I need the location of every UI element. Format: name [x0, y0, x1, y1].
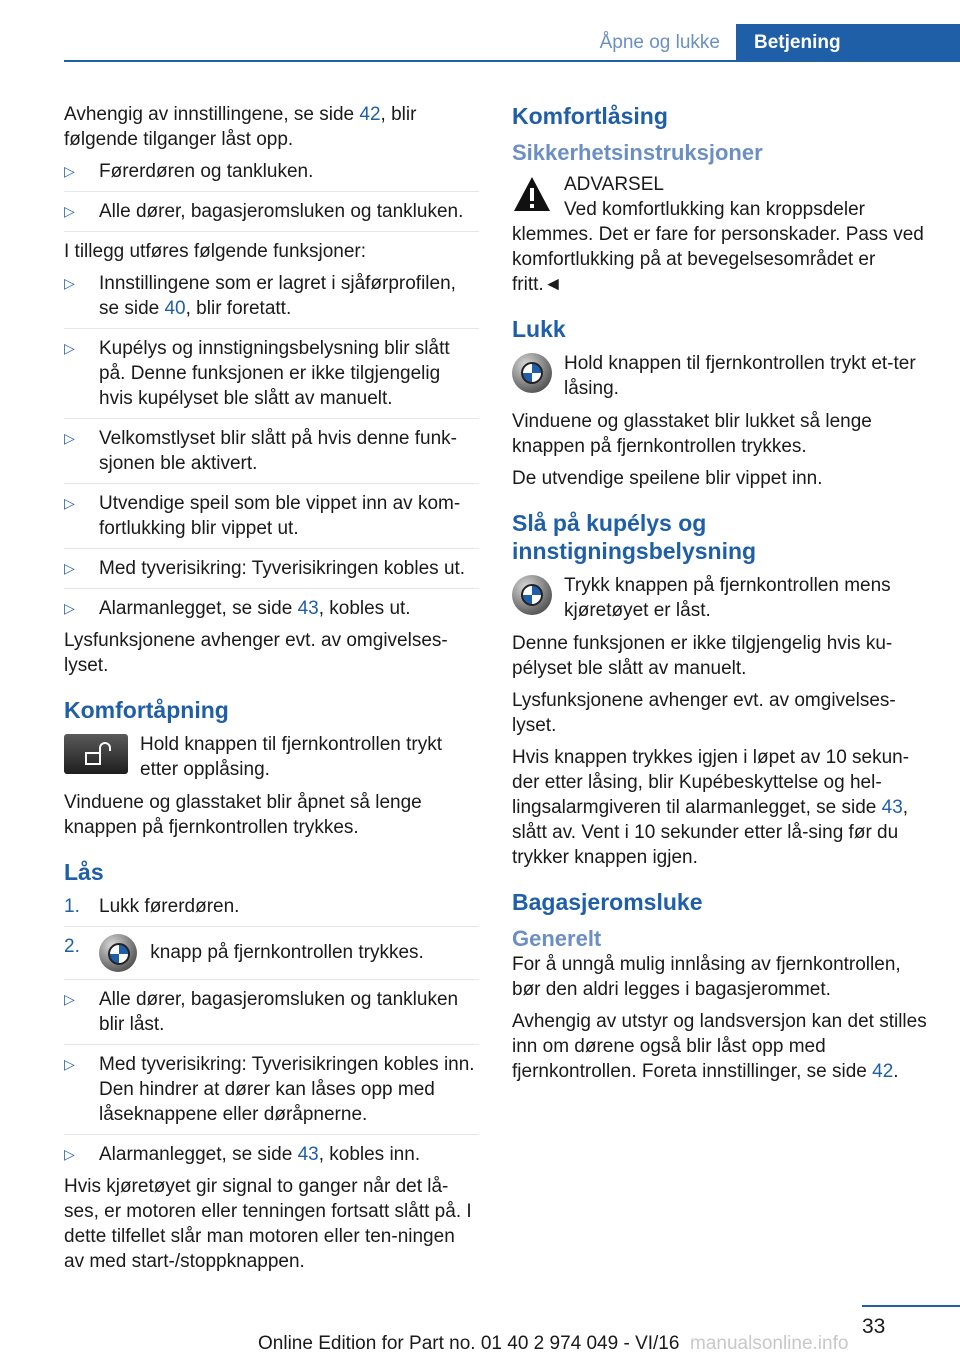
- list-item: ▷ Med tyverisikring: Tyverisikringen kobles ut.: [64, 556, 479, 589]
- sla-repeat-paragraph: Hvis knappen trykkes igjen i løpet av 10 sekun‐der etter låsing, blir Kupébeskyttelse og hel‐lingsalarmgiveren til alarmanlegget, se side 43, slått av. Vent i 10 sekunder etter lå‐sing før du trykker knappen igjen.: [512, 747, 910, 868]
- heading-lukk: Lukk: [512, 316, 566, 342]
- warning-icon: [512, 174, 552, 214]
- header-chapter-tab: Betjening: [736, 24, 960, 62]
- heading-sla-pa: Slå på kupélys og innstigningsbelysning: [512, 510, 757, 564]
- list-item: ▷ Alarmanlegget, se side 43, kobles ut.: [64, 596, 479, 628]
- warning-block: [512, 172, 927, 197]
- unlock-list: [64, 159, 479, 232]
- heading-komfortlasing: Komfortlåsing: [512, 103, 668, 129]
- page-link[interactable]: 40: [164, 298, 186, 319]
- edition-text: Online Edition for Part no. 01 40 2 974 049 - VI/16: [258, 1333, 680, 1354]
- generelt-paragraph: For å unngå mulig innlåsing av fjernkontrollen, bør den aldri legges i bagasjerommet.: [512, 954, 901, 1000]
- page-link[interactable]: 42: [872, 1061, 894, 1082]
- sla-instruction: Trykk knappen på fjernkontrollen mens kjøretøyet er låst.: [512, 573, 927, 623]
- bmw-logo-icon: [99, 934, 137, 972]
- list-item: ▷ Utvendige speil som ble vippet inn av kom‐fortlukking blir vippet ut.: [64, 491, 479, 549]
- list-item: ▷ Med tyverisikring: Tyverisikringen kobles inn. Den hindrer at dører kan låses opp med låseknappene eller døråpnerne.: [64, 1052, 479, 1135]
- lock-result-list: [64, 987, 479, 1174]
- function-list: [64, 271, 479, 628]
- list-item: ▷ Alle dører, bagasjeromsluken og tankluken blir låst.: [64, 987, 479, 1045]
- intro-paragraph: Avhengig av innstillingene, se side 42, blir følgende tilganger låst opp.: [64, 104, 417, 150]
- sla-paragraph: Denne funksjonen er ikke tilgjengelig hvis ku‐pélyset ble slått av manuelt.: [512, 633, 893, 679]
- page-number: 33: [862, 1315, 886, 1338]
- step-item: 2. knapp på fjernkontrollen trykkes.: [64, 934, 479, 980]
- page-link[interactable]: 43: [881, 797, 903, 818]
- unlock-button-icon: [64, 734, 128, 774]
- page-link[interactable]: 43: [297, 1144, 319, 1165]
- step-item: 1. Lukk førerdøren.: [64, 894, 479, 927]
- page-link[interactable]: 42: [359, 104, 381, 125]
- list-item: ▷ Førerdøren og tankluken.: [64, 159, 479, 192]
- heading-sikkerhet: Sikkerhetsinstruksjoner: [512, 140, 763, 165]
- heading-komfortapning: Komfortåpning: [64, 697, 229, 723]
- warning-text: Ved komfortlukking kan kroppsdeler klemmes. Det er fare for personskader. Pass ved komfortlukking på at bevegelsesområdet er fritt.◄: [512, 199, 924, 295]
- additional-functions-text: I tillegg utføres følgende funksjoner:: [64, 241, 367, 262]
- bmw-logo-icon: [512, 353, 552, 393]
- page-link[interactable]: 43: [297, 598, 319, 619]
- right-column: [512, 102, 927, 1091]
- sla-light-note: Lysfunksjonene avhenger evt. av omgivelses‐lyset.: [512, 690, 896, 736]
- list-item: ▷ Velkomstlyset blir slått på hvis denne funk‐sjonen ble aktivert.: [64, 426, 479, 484]
- list-item: ▷ Alle dører, bagasjeromsluken og tankluken.: [64, 199, 479, 232]
- heading-generelt: Generelt: [512, 926, 602, 951]
- lukk-mirrors: De utvendige speilene blir vippet inn.: [512, 468, 823, 489]
- heading-bagasjeromsluke: Bagasjeromsluke: [512, 889, 703, 915]
- list-item: ▷ Kupélys og innstigningsbelysning blir slått på. Denne funksjonen er ikke tilgjengelig hvis kupélyset ble slått av manuelt.: [64, 336, 479, 419]
- footer-rule: [862, 1305, 960, 1307]
- komfortapning-paragraph: Vinduene og glasstaket blir åpnet så lenge knappen på fjernkontrollen trykkes.: [64, 792, 422, 838]
- warning-title: ADVARSEL: [564, 174, 664, 195]
- lock-steps: [64, 894, 479, 980]
- header-section: Åpne og lukke: [599, 32, 720, 53]
- lukk-instruction: Hold knappen til fjernkontrollen trykt et‐ter låsing.: [512, 351, 927, 401]
- bmw-logo-icon: [512, 575, 552, 615]
- lukk-paragraph: Vinduene og glasstaket blir lukket så lenge knappen på fjernkontrollen trykkes.: [512, 411, 872, 457]
- watermark: manualsonline.info: [690, 1333, 849, 1354]
- left-column: [64, 102, 479, 1281]
- generelt-settings: Avhengig av utstyr og landsversjon kan det stilles inn om dørene også blir låst opp med fjernkontrollen. Foreta innstillinger, se side 42.: [512, 1011, 927, 1082]
- komfortapning-instruction: Hold knappen til fjernkontrollen trykt etter opplåsing.: [64, 732, 479, 782]
- list-item: ▷ Innstillingene som er lagret i sjåførprofilen, se side 40, blir foretatt.: [64, 271, 479, 329]
- light-note: Lysfunksjonene avhenger evt. av omgivelses‐lyset.: [64, 630, 448, 676]
- list-item: ▷ Alarmanlegget, se side 43, kobles inn.: [64, 1142, 479, 1174]
- signal-paragraph: Hvis kjøretøyet gir signal to ganger når det lå‐ses, er motoren eller tenningen fortsatt slått på. I dette tilfellet slår man motoren eller ten‐ningen av med start-/stoppknappen.: [64, 1176, 472, 1272]
- heading-las: Lås: [64, 859, 104, 885]
